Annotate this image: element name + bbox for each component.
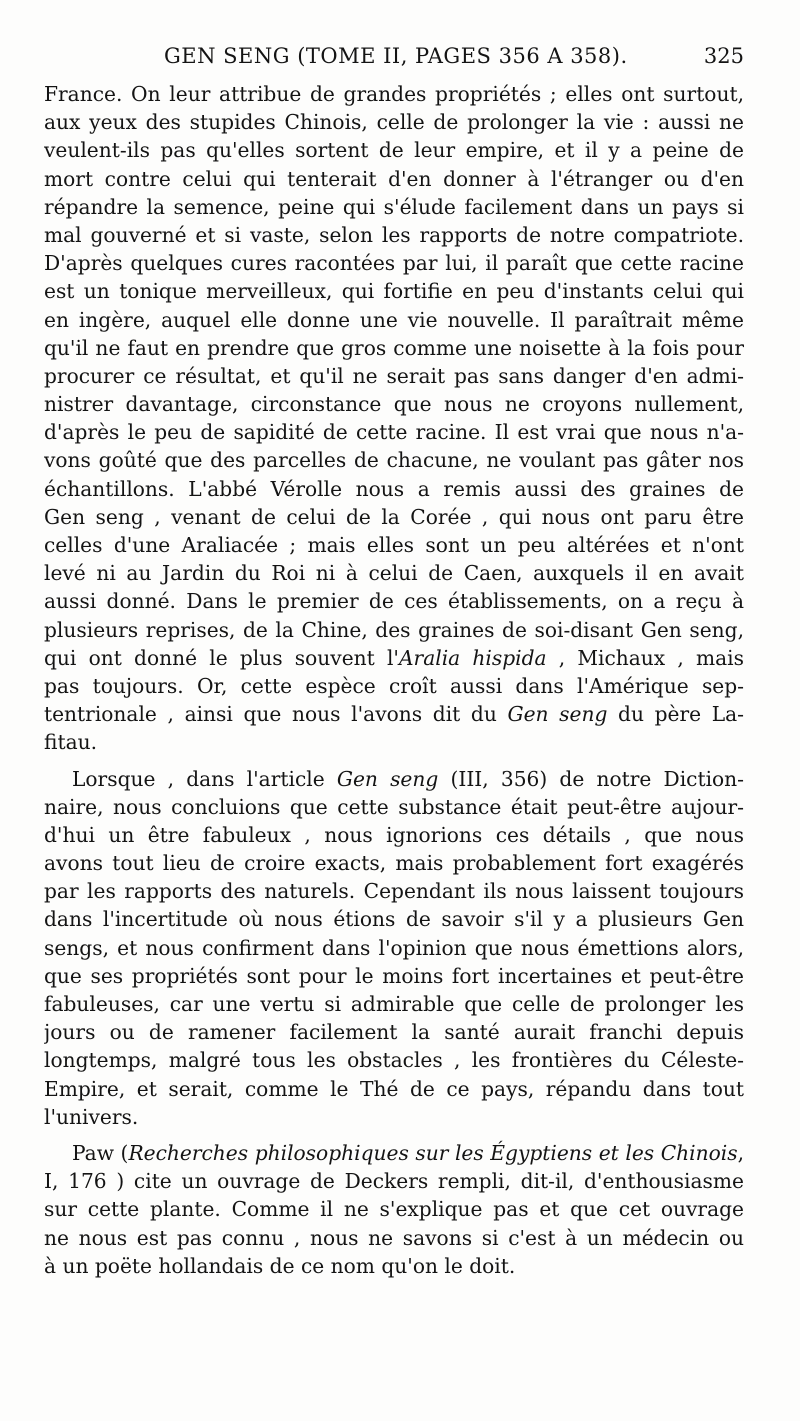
text-line: sur cette plante. Comme il ne s'explique pas et que cet ouvrage	[44, 1197, 744, 1222]
text-line: aussi donné. Dans le premier de ces établissements, on a reçu à	[44, 589, 744, 614]
text-line: naire, nous concluions que cette substance était peut-être aujour-	[44, 794, 744, 819]
text-line: plusieurs reprises, de la Chine, des graines de soi-disant Gen seng,	[44, 617, 744, 642]
text-line: I, 176 ) cite un ouvrage de Deckers rempli, dit-il, d'enthousiasme	[44, 1169, 744, 1194]
text-run: , Michaux , mais	[546, 645, 744, 670]
text-run: tentrionale , ainsi que nous l'avons dit du	[44, 702, 508, 727]
text-line: celles d'une Araliacée ; mais elles sont un peu altérées et n'ont	[44, 533, 744, 557]
text-line: procurer ce résultat, et qu'il ne serait pas sans danger d'en admi-	[44, 363, 744, 388]
text-line: à un poëte hollandais de ce nom qu'on le doit.	[44, 1253, 516, 1278]
text-line: veulent-ils pas qu'elles sortent de leur empire, et il y a peine de	[44, 138, 744, 163]
text-line: est un tonique merveilleux, qui fortifie en peu d'instants celui qui	[44, 279, 744, 304]
text-line: en ingère, auquel elle donne une vie nouvelle. Il paraîtrait même	[44, 307, 744, 332]
page-header	[44, 44, 744, 78]
text-line: mort contre celui qui tenterait d'en donner à l'étranger ou d'en	[44, 166, 744, 191]
text-line: fabuleuses, car une vertu si admirable que celle de prolonger les	[44, 992, 744, 1016]
paragraph-gap	[44, 1131, 744, 1139]
paragraph-gap	[44, 757, 744, 765]
text-run: (III, 356) de notre Diction-	[438, 766, 744, 791]
text-line	[44, 700, 744, 728]
text-line: D'après quelques cures racontées par lui, il paraît que cette racine	[44, 251, 744, 276]
article-title: Gen seng	[336, 766, 439, 791]
text-line: levé ni au Jardin du Roi ni à celui de Caen, auxquels il en avait	[44, 561, 744, 586]
text-line: mal gouverné et si vaste, selon les rapports de notre compatriote.	[44, 222, 744, 247]
text-line: fitau.	[44, 730, 98, 755]
paragraph-2	[44, 765, 744, 1131]
text-line: avons tout lieu de croire exacts, mais probablement fort exagérés	[44, 851, 744, 876]
text-run: Paw (	[72, 1140, 129, 1165]
text-line: nistrer davantage, circonstance que nous ne croyons nullement,	[44, 392, 744, 417]
text-line: échantillons. L'abbé Vérolle nous a remis aussi des graines de	[44, 476, 744, 501]
text-run: qui ont donné le plus souvent l'	[44, 645, 399, 670]
paragraph-3	[44, 1139, 744, 1280]
species-name: Aralia hispida	[398, 645, 547, 670]
text-line: qu'il ne faut en prendre que gros comme une noisette à la fois pour	[44, 335, 744, 360]
body-text	[44, 80, 744, 1280]
species-name: Gen seng	[507, 702, 608, 727]
text-line: Empire, et serait, comme le Thé de ce pays, répandu dans tout	[44, 1076, 744, 1101]
text-run: du père La-	[607, 702, 744, 727]
text-line: vons goûté que des parcelles de chacune, ne voulant pas gâter nos	[44, 448, 744, 473]
text-line: longtemps, malgré tous les obstacles , les frontières du Céleste-	[44, 1048, 744, 1073]
text-run: ,	[737, 1140, 744, 1165]
paragraph-1	[44, 80, 744, 757]
text-line: pas toujours. Or, cette espèce croît aussi dans l'Amérique sep-	[44, 673, 744, 698]
text-line	[44, 765, 744, 793]
page-number: 325	[703, 44, 744, 68]
text-line: que ses propriétés sont pour le moins fort incertaines et peut-être	[44, 963, 744, 988]
text-line	[44, 1139, 744, 1167]
text-line: Gen seng , venant de celui de la Corée , qui nous ont paru être	[44, 504, 744, 529]
running-head: GEN SENG (TOME II, PAGES 356 A 358).	[164, 44, 628, 68]
text-line: sengs, et nous confirment dans l'opinion que nous émettions alors,	[44, 935, 744, 960]
text-line: par les rapports des naturels. Cependant ils nous laissent toujours	[44, 879, 744, 904]
book-title: Recherches philosophiques sur les Égyptiens et les Chinois	[128, 1140, 738, 1165]
text-line: d'après le peu de sapidité de cette racine. Il est vrai que nous n'a-	[44, 420, 744, 445]
text-run: Lorsque , dans l'article	[72, 766, 337, 791]
text-line: France. On leur attribue de grandes propriétés ; elles ont surtout,	[44, 82, 744, 106]
text-line: répandre la semence, peine qui s'élude facilement dans un pays si	[44, 194, 744, 219]
text-line: dans l'incertitude où nous étions de savoir s'il y a plusieurs Gen	[44, 907, 744, 932]
text-line: aux yeux des stupides Chinois, celle de prolonger la vie : aussi ne	[44, 110, 744, 135]
text-line: l'univers.	[44, 1104, 139, 1129]
text-line: d'hui un être fabuleux , nous ignorions ces détails , que nous	[44, 822, 744, 847]
text-line: jours ou de ramener facilement la santé aurait franchi depuis	[44, 1020, 744, 1045]
text-line	[44, 644, 744, 672]
text-line: ne nous est pas connu , nous ne savons si c'est à un médecin ou	[44, 1225, 744, 1250]
